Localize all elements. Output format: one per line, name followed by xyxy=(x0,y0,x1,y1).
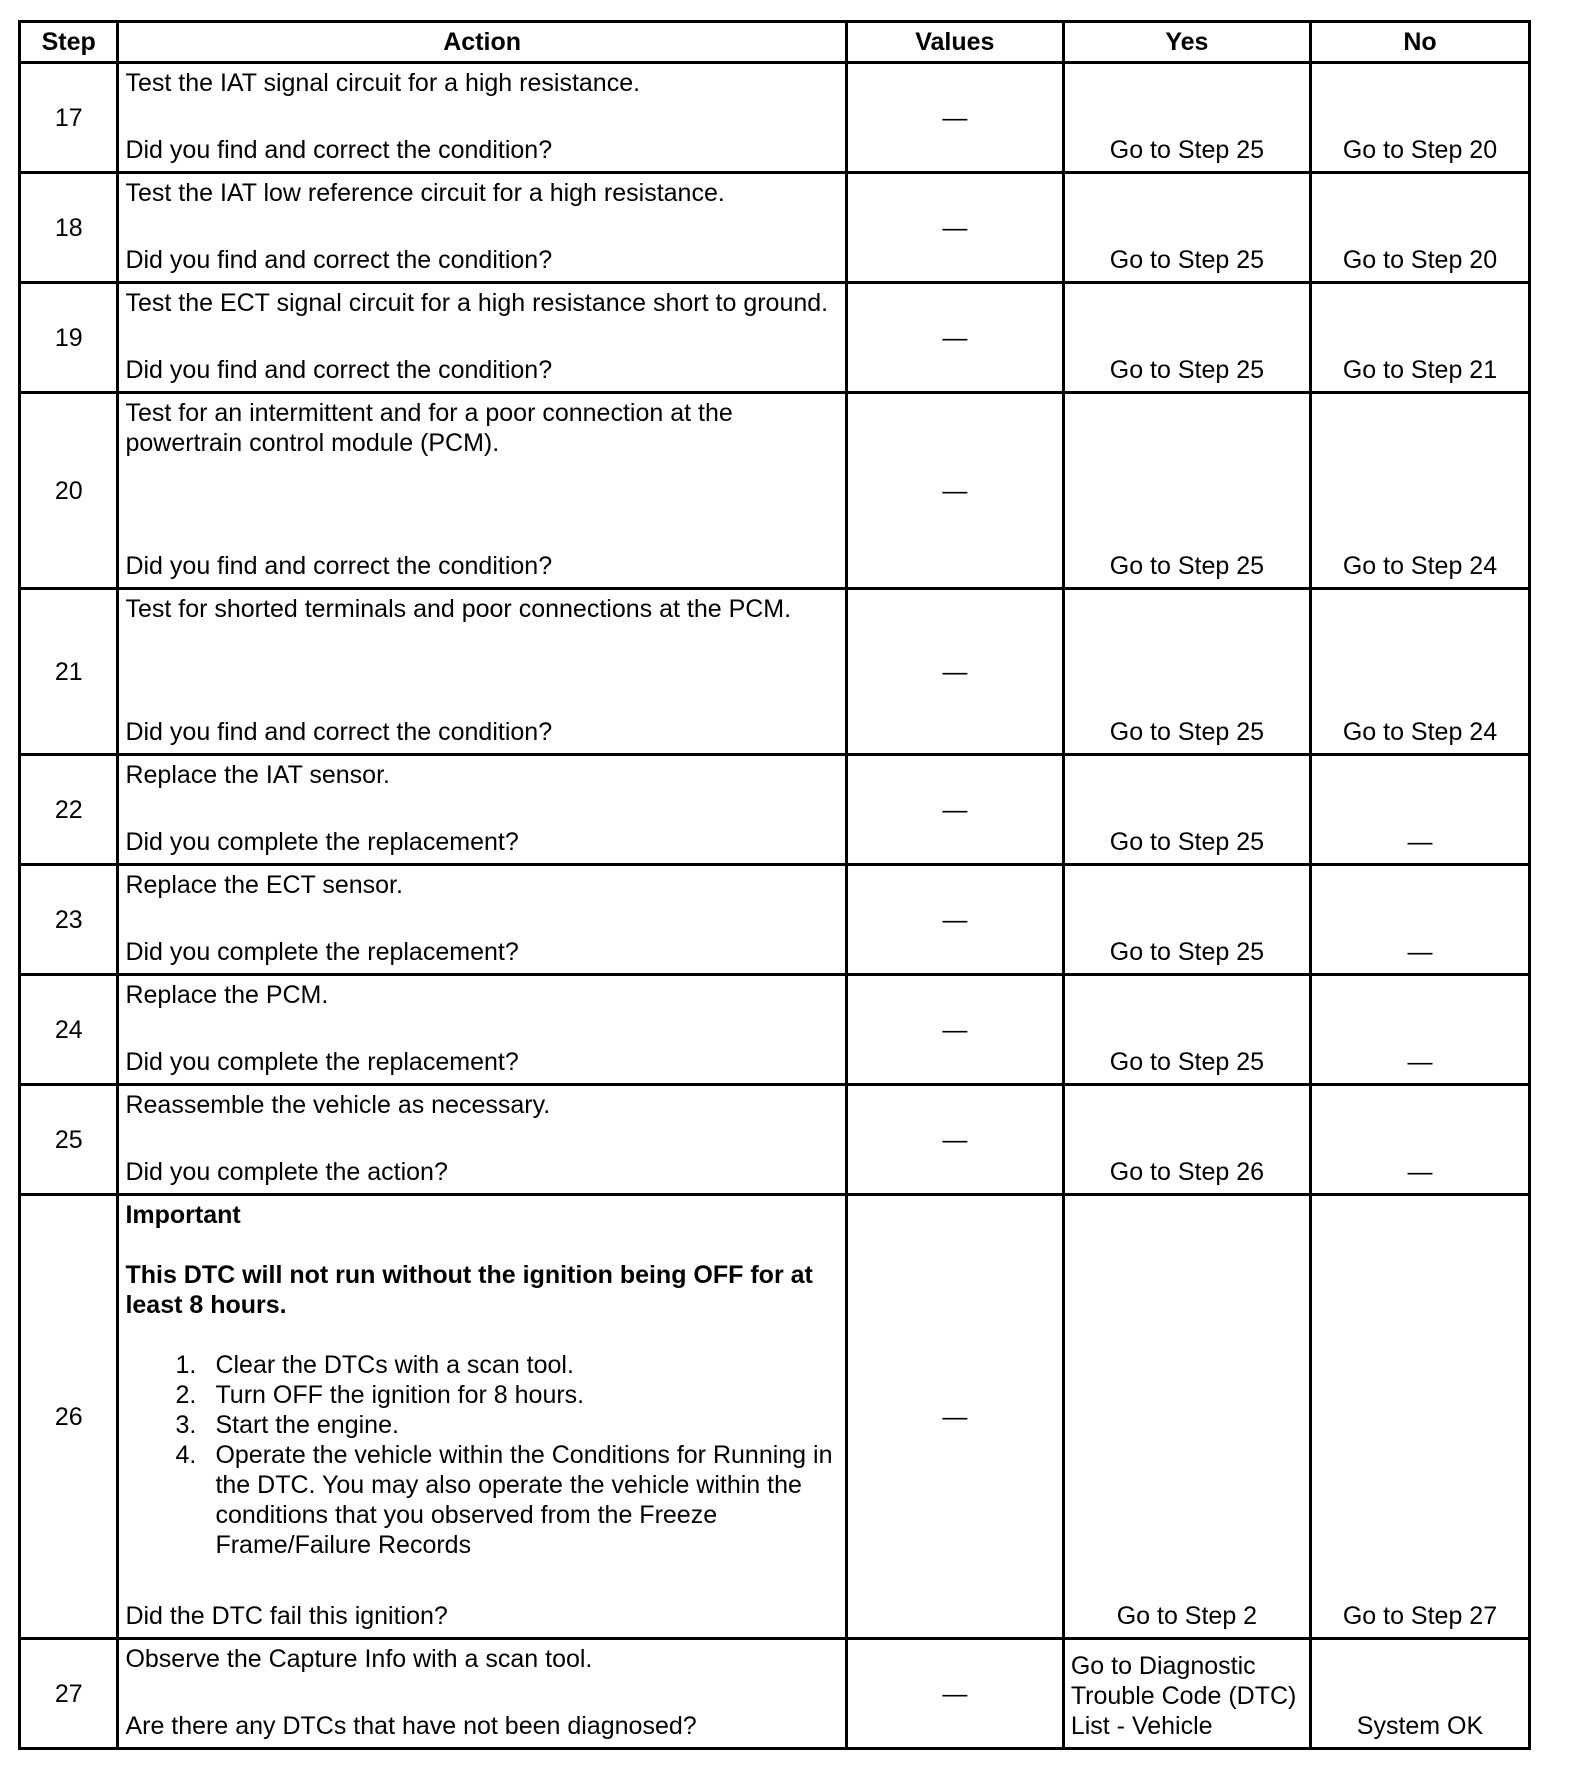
list-item-number: 2. xyxy=(175,1381,197,1409)
yes-cell: Go to Step 26 xyxy=(1063,1085,1310,1195)
step-number: 19 xyxy=(20,283,118,393)
action-text: Replace the PCM. xyxy=(125,981,329,1009)
step-number: 17 xyxy=(20,63,118,173)
action-cell xyxy=(118,63,846,173)
list-item-text: Turn OFF the ignition for 8 hours. xyxy=(215,1381,585,1409)
diagnostic-table xyxy=(18,20,1531,1750)
action-question: Are there any DTCs that have not been diagnosed? xyxy=(125,1712,697,1740)
step-number: 22 xyxy=(20,755,118,865)
action-question: Did you complete the action? xyxy=(125,1158,448,1186)
table-row xyxy=(20,1195,1530,1639)
no-cell: — xyxy=(1310,865,1529,975)
header-yes: Yes xyxy=(1063,22,1310,63)
step-number: 21 xyxy=(20,589,118,755)
no-cell: Go to Step 24 xyxy=(1310,393,1529,589)
values-cell: — xyxy=(846,283,1063,393)
important-title: Important xyxy=(125,1201,241,1229)
action-cell xyxy=(118,1195,846,1639)
no-cell: System OK xyxy=(1310,1639,1529,1749)
list-item-number: 1. xyxy=(175,1351,197,1379)
table-row xyxy=(20,755,1530,865)
list-item-text: Clear the DTCs with a scan tool. xyxy=(215,1351,574,1379)
values-cell: — xyxy=(846,1195,1063,1639)
action-cell xyxy=(118,975,846,1085)
table-row xyxy=(20,393,1530,589)
list-item xyxy=(125,1410,838,1440)
yes-cell: Go to Step 25 xyxy=(1063,393,1310,589)
action-question: Did you find and correct the condition? xyxy=(125,356,553,384)
table-row xyxy=(20,1085,1530,1195)
action-question: Did you complete the replacement? xyxy=(125,1048,519,1076)
action-question: Did you find and correct the condition? xyxy=(125,136,553,164)
list-item xyxy=(125,1440,838,1560)
yes-cell: Go to Step 25 xyxy=(1063,283,1310,393)
action-question: Did you complete the replacement? xyxy=(125,938,519,966)
action-text: Observe the Capture Info with a scan tool. xyxy=(125,1645,593,1673)
step-number: 20 xyxy=(20,393,118,589)
action-question: Did the DTC fail this ignition? xyxy=(125,1602,448,1630)
values-cell: — xyxy=(846,975,1063,1085)
no-cell: — xyxy=(1310,1085,1529,1195)
procedure-list xyxy=(125,1350,838,1560)
action-text: Test the IAT low reference circuit for a high resistance. xyxy=(125,179,725,207)
values-cell: — xyxy=(846,173,1063,283)
table-header-row xyxy=(20,22,1530,63)
values-cell: — xyxy=(846,1085,1063,1195)
action-question: Did you find and correct the condition? xyxy=(125,552,553,580)
yes-cell: Go to Step 2 xyxy=(1063,1195,1310,1639)
list-item-number: 4. xyxy=(175,1441,197,1469)
header-action: Action xyxy=(118,22,846,63)
action-cell xyxy=(118,393,846,589)
yes-cell: Go to Step 25 xyxy=(1063,755,1310,865)
list-item xyxy=(125,1380,838,1410)
action-text: Test the IAT signal circuit for a high resistance. xyxy=(125,69,641,97)
values-cell: — xyxy=(846,755,1063,865)
action-question: Did you find and correct the condition? xyxy=(125,246,553,274)
table-row xyxy=(20,589,1530,755)
values-cell: — xyxy=(846,63,1063,173)
list-item-text: Operate the vehicle within the Conditions for Running in the DTC. You may also operate the vehicle within the conditions that you observed from the Freeze Frame/Failure Records xyxy=(215,1441,833,1559)
no-cell: Go to Step 21 xyxy=(1310,283,1529,393)
no-cell: — xyxy=(1310,755,1529,865)
table-row xyxy=(20,283,1530,393)
yes-cell: Go to Step 25 xyxy=(1063,589,1310,755)
step-number: 24 xyxy=(20,975,118,1085)
step-number: 23 xyxy=(20,865,118,975)
no-cell: Go to Step 20 xyxy=(1310,173,1529,283)
yes-cell: Go to Step 25 xyxy=(1063,173,1310,283)
step-number: 25 xyxy=(20,1085,118,1195)
action-question: Did you complete the replacement? xyxy=(125,828,519,856)
action-text: Test for shorted terminals and poor connections at the PCM. xyxy=(125,595,792,623)
action-text: Replace the ECT sensor. xyxy=(125,871,403,899)
table-row xyxy=(20,975,1530,1085)
action-cell xyxy=(118,1085,846,1195)
action-cell xyxy=(118,283,846,393)
values-cell: — xyxy=(846,1639,1063,1749)
action-question: Did you find and correct the condition? xyxy=(125,718,553,746)
list-item-number: 3. xyxy=(175,1411,197,1439)
step-number: 27 xyxy=(20,1639,118,1749)
list-item xyxy=(125,1350,838,1380)
action-text: Test for an intermittent and for a poor connection at the powertrain control module (PCM). xyxy=(125,399,733,457)
step-number: 18 xyxy=(20,173,118,283)
header-values: Values xyxy=(846,22,1063,63)
header-step: Step xyxy=(20,22,118,63)
yes-cell: Go to Step 25 xyxy=(1063,975,1310,1085)
action-cell xyxy=(118,589,846,755)
no-cell: — xyxy=(1310,975,1529,1085)
action-cell xyxy=(118,1639,846,1749)
yes-cell: Go to Step 25 xyxy=(1063,63,1310,173)
important-text: This DTC will not run without the ignition being OFF for at least 8 hours. xyxy=(125,1261,813,1319)
no-cell: Go to Step 20 xyxy=(1310,63,1529,173)
list-item-text: Start the engine. xyxy=(215,1411,399,1439)
header-no: No xyxy=(1310,22,1529,63)
table-row xyxy=(20,1639,1530,1749)
action-text: Replace the IAT sensor. xyxy=(125,761,390,789)
action-text: Reassemble the vehicle as necessary. xyxy=(125,1091,551,1119)
no-cell: Go to Step 27 xyxy=(1310,1195,1529,1639)
action-cell xyxy=(118,865,846,975)
yes-cell: Go to Diagnostic Trouble Code (DTC) List - Vehicle xyxy=(1063,1639,1310,1749)
step-number: 26 xyxy=(20,1195,118,1639)
action-text: Test the ECT signal circuit for a high resistance short to ground. xyxy=(125,289,829,317)
values-cell: — xyxy=(846,589,1063,755)
values-cell: — xyxy=(846,393,1063,589)
table-row xyxy=(20,865,1530,975)
table-row xyxy=(20,173,1530,283)
values-cell: — xyxy=(846,865,1063,975)
yes-cell: Go to Step 25 xyxy=(1063,865,1310,975)
no-cell: Go to Step 24 xyxy=(1310,589,1529,755)
diagnostic-table-container xyxy=(18,20,1531,1750)
action-cell xyxy=(118,755,846,865)
action-cell xyxy=(118,173,846,283)
table-row xyxy=(20,63,1530,173)
